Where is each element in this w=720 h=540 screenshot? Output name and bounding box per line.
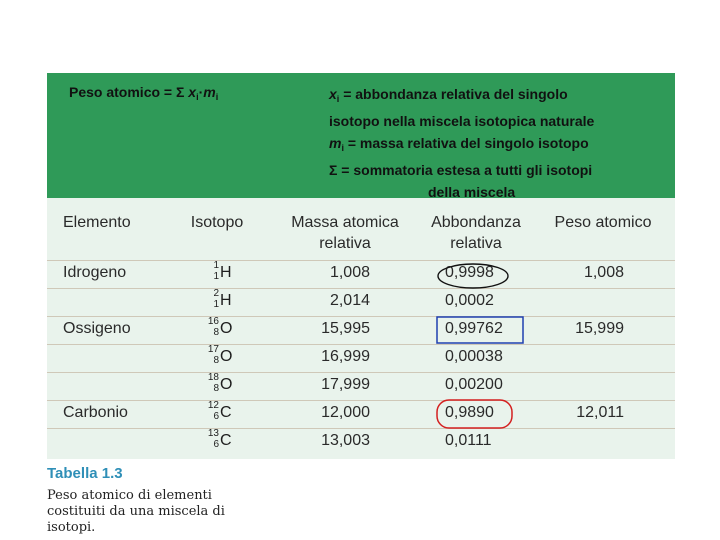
relative-mass: 15,995 — [321, 320, 370, 337]
isotope-symbol — [197, 345, 237, 371]
atomic-number: 8 — [213, 355, 219, 366]
blue-rectangle-highlight — [436, 316, 524, 344]
atomic-weight-formula — [69, 84, 218, 102]
legend-text: = sommatoria estesa a tutti gli isotopi — [337, 162, 593, 178]
atomic-number: 1 — [213, 299, 219, 310]
legend-line — [329, 181, 629, 203]
legend-line — [329, 110, 629, 132]
isotope-symbol — [197, 289, 237, 315]
legend-var: m — [329, 135, 342, 151]
column-header-massa — [280, 212, 410, 254]
legend-text: isotopo nella miscela isotopica naturale — [329, 113, 595, 129]
legend-text: = abbondanza relativa del singolo — [339, 86, 568, 102]
formula-legend — [329, 83, 629, 203]
isotope-symbol — [197, 261, 237, 287]
atomic-number: 8 — [213, 327, 219, 338]
column-header-isotopo: Isotopo — [190, 214, 244, 231]
relative-mass: 2,014 — [329, 292, 370, 309]
column-header-massa-line1: Massa atomica — [291, 214, 399, 231]
formula-sub-i-2: i — [215, 92, 219, 102]
mass-number: 13 — [207, 428, 219, 439]
relative-abundance: 0,9998 — [445, 264, 494, 281]
column-header-elemento: Elemento — [63, 214, 131, 231]
atomic-weight: 1,008 — [583, 264, 624, 281]
isotope-symbol — [197, 317, 237, 343]
row-divider — [47, 428, 675, 429]
relative-mass: 12,000 — [321, 404, 370, 421]
element-name: Ossigeno — [63, 320, 131, 337]
relative-mass: 1,008 — [329, 264, 370, 281]
element-symbol: O — [220, 348, 233, 365]
red-rounded-highlight — [436, 399, 514, 429]
table-caption-title: Tabella 1.3 — [47, 465, 123, 482]
formula-m: m — [203, 84, 216, 100]
column-header-abbondanza — [420, 212, 532, 254]
table-caption-text: Peso atomico di elementi costituiti da una miscela di isotopi. — [47, 488, 225, 535]
relative-mass: 13,003 — [321, 432, 370, 449]
row-divider — [47, 372, 675, 373]
atomic-number: 1 — [213, 271, 219, 282]
row-divider — [47, 344, 675, 345]
element-symbol: H — [220, 264, 232, 281]
row-divider — [47, 260, 675, 261]
row-divider — [47, 316, 675, 317]
black-ellipse-highlight — [436, 262, 510, 290]
atomic-weight: 12,011 — [576, 404, 624, 421]
isotope-symbol — [197, 373, 237, 399]
element-name: Idrogeno — [63, 264, 127, 281]
atomic-number: 8 — [213, 383, 219, 394]
relative-abundance: 0,00038 — [445, 348, 503, 365]
relative-abundance: 0,0002 — [445, 292, 494, 309]
isotope-table — [47, 73, 675, 459]
formula-dot: · — [198, 84, 204, 100]
legend-sub: i — [336, 94, 340, 104]
element-name: Carbonio — [63, 404, 128, 421]
relative-mass: 17,999 — [321, 376, 370, 393]
relative-abundance: 0,99762 — [445, 320, 503, 337]
row-divider — [47, 288, 675, 289]
legend-text: = massa relativa del singolo isotopo — [343, 135, 589, 151]
legend-line — [329, 159, 629, 181]
element-symbol: C — [220, 404, 232, 421]
column-header-abbondanza-line2: relativa — [450, 235, 502, 252]
legend-text: della miscela — [428, 184, 516, 200]
element-symbol: C — [220, 432, 232, 449]
column-header-peso: Peso atomico — [554, 214, 652, 231]
legend-var: Σ — [329, 162, 338, 178]
isotope-symbol — [197, 429, 237, 455]
mass-number: 17 — [207, 344, 219, 355]
element-symbol: O — [220, 320, 233, 337]
formula-label: Peso atomico = Σ — [69, 84, 185, 100]
atomic-weight: 15,999 — [575, 320, 624, 337]
mass-number: 16 — [207, 316, 219, 327]
formula-sub-i: i — [196, 92, 199, 102]
legend-line — [329, 132, 629, 159]
mass-number: 1 — [213, 260, 219, 271]
element-symbol: O — [220, 376, 233, 393]
legend-var: x — [329, 86, 337, 102]
legend-line — [329, 83, 629, 110]
relative-abundance: 0,9890 — [445, 404, 494, 421]
atomic-number: 6 — [213, 411, 219, 422]
table-header-band — [47, 73, 675, 198]
atomic-number: 6 — [213, 439, 219, 450]
mass-number: 2 — [213, 288, 219, 299]
row-divider — [47, 400, 675, 401]
legend-sub: i — [341, 143, 344, 153]
relative-abundance: 0,00200 — [445, 376, 503, 393]
isotope-symbol — [197, 401, 237, 427]
formula-x: x — [188, 84, 197, 100]
relative-abundance: 0,0111 — [445, 432, 492, 449]
mass-number: 12 — [207, 400, 219, 411]
element-symbol: H — [220, 292, 232, 309]
column-header-massa-line2: relativa — [319, 235, 371, 252]
mass-number: 18 — [207, 372, 219, 383]
column-header-abbondanza-line1: Abbondanza — [431, 214, 521, 231]
relative-mass: 16,999 — [321, 348, 370, 365]
